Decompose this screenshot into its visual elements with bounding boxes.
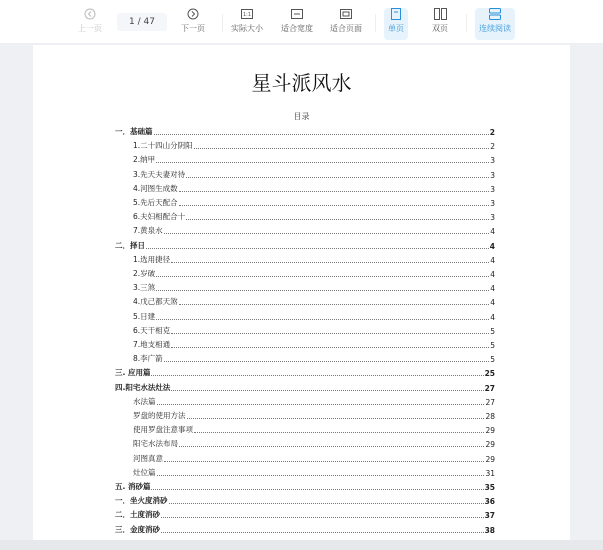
toc-entry[interactable] [115,508,495,520]
continuous-reading-button[interactable] [475,8,515,40]
toc-entry-label: 1.二十四山分阴阳 [133,141,193,151]
leader-dots [164,361,490,362]
toc-entry-label: 4.戊己都天煞 [133,297,178,307]
toc-entry-label: 6.天干相克 [133,325,171,335]
toc-entry-label: 使用罗盘注意事项 [133,425,193,435]
toc-entry[interactable] [133,466,495,478]
toc-entry[interactable] [133,224,495,236]
toc-entry-label: 罗盘的使用方法 [133,411,186,420]
prev-page-button[interactable] [78,8,102,40]
actual-size-icon [240,8,254,20]
toc-entry-page: 4 [490,298,495,308]
single-page-button[interactable] [384,8,408,40]
leader-dots [154,134,489,135]
toc-entry-label: 3.三煞 [133,283,156,293]
toolbar [0,0,603,44]
toc-entry-page: 31 [485,468,495,478]
toc-entry-label: 二．择日 [115,240,145,250]
toc-entry[interactable] [133,310,495,322]
toc-entry-page: 2 [489,128,495,137]
continuous-reading-label: 连续阅读 [479,24,511,33]
leader-dots [179,446,484,447]
toc-entry-page: 3 [490,170,495,180]
toc-entry-page: 35 [484,483,495,492]
toc-entry-page: 25 [484,369,495,379]
leader-dots [157,404,485,405]
toc-heading: 目录 [293,112,310,121]
chevron-left-circle-icon [83,8,97,20]
leader-dots [186,177,489,178]
toc-entry-page: 5 [490,326,495,336]
toc-entry-label: 二．土度消砂 [115,510,160,520]
fit-page-label: 适合页面 [330,24,362,33]
divider [466,14,467,32]
fit-page-button[interactable] [330,8,362,40]
leader-dots [151,375,483,376]
toc-entry-page: 38 [484,525,495,535]
double-page-label: 双页 [432,24,448,33]
toc-entry-label: 一．基础篇 [115,127,153,136]
toc-entry-label: 7.黄泉水 [133,226,163,236]
toc-entry-page: 4 [490,255,495,265]
toc-entry[interactable] [133,324,495,336]
toc-entry[interactable] [133,395,495,407]
toc-entry-page: 5 [490,341,495,350]
toc-entry[interactable] [133,139,495,151]
toc-entry-page: 27 [485,397,495,407]
toc-entry-label: 7.地支相通 [133,340,171,349]
bottom-bar [0,540,603,550]
toc-entry-label: 灶位篇 [133,467,156,477]
leader-dots [164,233,490,234]
toc-entry-page: 3 [490,184,495,194]
leader-dots [194,148,490,149]
toc-entry-label: 河图真意 [133,453,163,463]
toc-entry-page: 37 [484,511,495,521]
toc-entry-page: 4 [490,312,495,322]
toc-entry[interactable] [133,153,495,165]
toc-entry[interactable] [133,338,495,350]
svg-text:1:1: 1:1 [242,12,252,18]
toc-entry-page: 28 [485,412,495,421]
toc-entry-label: 阳宅水法布局 [133,439,178,449]
toc-entry-page: 4 [489,241,495,251]
continuous-reading-icon [488,8,502,20]
toc-entry[interactable] [115,125,495,137]
toc-entry-label: 五. 消砂篇 [115,482,151,491]
total-pages: / 47 [137,17,155,27]
toc-entry[interactable] [133,437,495,449]
actual-size-button[interactable] [231,8,263,40]
double-page-icon [433,8,447,20]
toc-entry-label: 一．坐火度消砂 [115,496,168,506]
toc-entry-page: 4 [490,284,495,294]
toc-entry-label: 三. 应用篇 [115,368,151,378]
leader-dots [194,432,484,433]
leader-dots [179,304,490,305]
toc-entry-label: 三．金度消砂 [115,524,160,534]
toc-entry[interactable] [115,494,495,506]
leader-dots [171,390,483,391]
fit-width-label: 适合宽度 [281,24,313,33]
divider [375,14,376,32]
toc-entry[interactable] [133,295,495,307]
leader-dots [146,248,489,249]
toc-entry[interactable] [133,281,495,293]
toc-entry[interactable] [133,352,495,364]
toc-entry-label: 四.阳宅水法灶法 [115,382,171,392]
double-page-button[interactable] [432,8,448,40]
toc-entry-page: 36 [484,497,495,507]
toc-entry-page: 4 [490,270,495,279]
toc-entry[interactable] [133,409,495,421]
page-number-input[interactable] [117,13,167,31]
divider [222,14,223,32]
toc-entry[interactable] [133,168,495,180]
document-page [33,45,570,540]
leader-dots [161,532,484,533]
single-page-label: 单页 [388,24,404,33]
leader-dots [171,333,489,334]
toc-entry-page: 3 [490,156,495,166]
toc-entry[interactable] [115,239,495,251]
toc-entry[interactable] [133,452,495,464]
toc-entry[interactable] [133,253,495,265]
toc-entry-label: 水法篇 [133,396,156,406]
leader-dots [164,461,484,462]
leader-dots [151,489,483,490]
leader-dots [156,319,489,320]
toc-entry[interactable] [133,196,495,208]
leader-dots [169,503,484,504]
toc-entry-page: 4 [490,227,495,237]
leader-dots [156,276,489,277]
leader-dots [179,191,490,192]
toc-entry-label: 5.日建 [133,311,156,321]
single-page-icon [389,8,403,20]
toc-entry-page: 2 [490,142,495,152]
toc-entry-label: 4.河图生成数 [133,183,178,193]
leader-dots [156,290,489,291]
leader-dots [186,219,489,220]
toc-entry[interactable] [115,381,495,393]
leader-dots [171,347,489,348]
leader-dots [179,205,490,206]
document-title: 星斗派风水 [251,71,352,95]
toc-entry-label: 2.纳甲 [133,155,156,165]
toc-entry-page: 27 [484,383,495,393]
leader-dots [157,475,485,476]
next-page-button[interactable] [181,8,205,40]
toc-entry[interactable] [133,210,495,222]
toc-entry-label: 5.先后天配合 [133,198,178,207]
toc-entry[interactable] [133,423,495,435]
toc-entry-page: 3 [490,199,495,208]
actual-size-label: 实际大小 [231,24,263,33]
next-page-label: 下一页 [181,24,205,33]
fit-page-icon [339,8,353,20]
toc-entry-page: 3 [490,213,495,223]
toc-entry[interactable] [133,182,495,194]
toc-entry[interactable] [115,523,495,535]
fit-width-button[interactable] [281,8,313,40]
toc-entry-page: 29 [485,454,495,464]
toc-entry-label: 6.夫妇相配合十 [133,212,186,222]
prev-page-label: 上一页 [78,24,102,33]
toc-entry-page: 29 [485,440,495,450]
toc-entry[interactable] [115,366,495,378]
toc-entry[interactable] [133,267,495,279]
leader-dots [161,517,484,518]
toc-entry-label: 2.岁破 [133,269,156,278]
leader-dots [187,418,485,419]
toc-entry[interactable] [115,480,495,492]
toc-entry-page: 5 [490,355,495,365]
fit-width-icon [290,8,304,20]
toc-entry-page: 29 [485,426,495,436]
toc-entry-label: 3.先天夫妻对待 [133,169,186,179]
toc-entry-label: 8.李广箭 [133,354,163,364]
leader-dots [156,162,489,163]
leader-dots [171,262,489,263]
chevron-right-circle-icon [186,8,200,20]
toc-entry-label: 1.选用捷径 [133,254,171,264]
current-page: 1 [129,17,135,27]
